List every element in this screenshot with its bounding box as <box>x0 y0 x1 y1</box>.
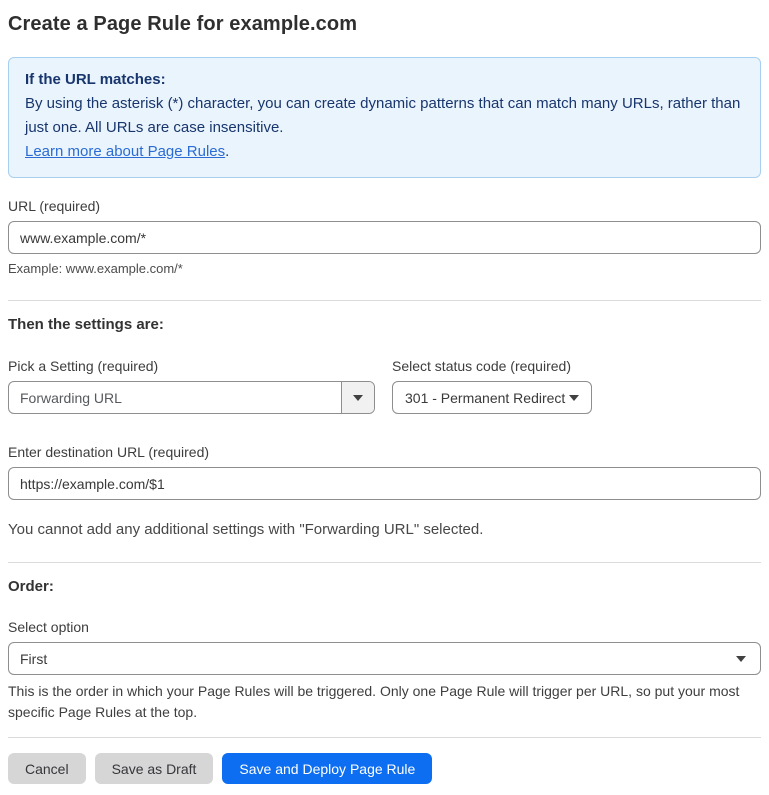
chevron-down-icon <box>569 395 579 401</box>
settings-row <box>8 333 761 414</box>
order-select-value: First <box>20 650 48 667</box>
info-box-body: By using the asterisk (*) character, you can create dynamic patterns that can match many URLs, rather than just one. All URLs are case insensitive. <box>25 95 741 136</box>
status-select-value: 301 - Permanent Redirect <box>405 389 566 406</box>
info-box-link-line <box>25 140 744 164</box>
url-label: URL (required) <box>8 198 101 214</box>
chevron-down-icon <box>353 395 363 401</box>
status-column <box>392 333 592 414</box>
settings-section-heading: Then the settings are: <box>8 316 164 333</box>
url-input[interactable] <box>8 221 761 254</box>
destination-url-label: Enter destination URL (required) <box>8 444 210 460</box>
setting-select-value: Forwarding URL <box>20 389 122 406</box>
settings-note: You cannot add any additional settings with "Forwarding URL" selected. <box>8 521 484 538</box>
setting-select-label: Pick a Setting (required) <box>8 358 159 374</box>
divider <box>8 737 761 738</box>
page-title: Create a Page Rule for example.com <box>8 13 358 35</box>
order-select-label: Select option <box>8 619 89 635</box>
chevron-down-icon <box>736 656 746 662</box>
cancel-button[interactable]: Cancel <box>8 753 86 784</box>
order-select[interactable] <box>8 642 761 675</box>
order-help-text: This is the order in which your Page Rules will be triggered. Only one Page Rule will trigger per URL, so put your most specific Page Rules at the top. <box>8 683 740 720</box>
status-select-label: Select status code (required) <box>392 358 571 374</box>
setting-select[interactable] <box>8 381 375 414</box>
action-buttons <box>8 753 761 784</box>
status-code-select[interactable] <box>392 381 592 414</box>
info-box-heading: If the URL matches: <box>25 71 166 88</box>
page-rule-form <box>0 13 769 784</box>
chevron-down-icon <box>341 382 374 413</box>
url-matches-info-box <box>8 57 761 178</box>
url-example-hint: Example: www.example.com/* <box>8 261 183 276</box>
order-section-heading: Order: <box>8 578 54 595</box>
divider <box>8 562 761 563</box>
link-suffix: . <box>225 143 230 160</box>
learn-more-link[interactable]: Learn more about Page Rules <box>25 143 226 160</box>
save-and-deploy-button[interactable]: Save and Deploy Page Rule <box>222 753 432 784</box>
setting-column <box>8 333 375 414</box>
destination-url-input[interactable] <box>8 467 761 500</box>
save-as-draft-button[interactable]: Save as Draft <box>95 753 214 784</box>
divider <box>8 300 761 301</box>
